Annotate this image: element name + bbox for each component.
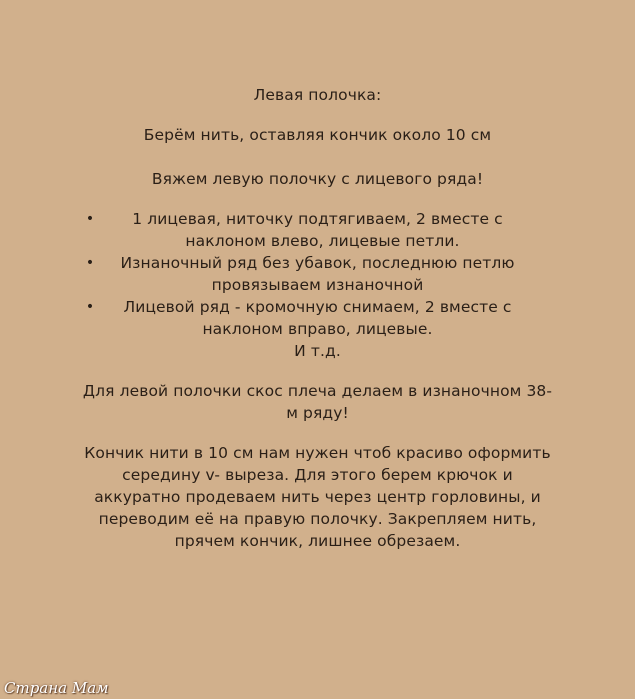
list-item-line: Лицевой ряд - кромочную снимаем, 2 вместе с — [123, 298, 512, 316]
list-item-line: наклоном вправо, лицевые. — [202, 320, 433, 338]
note-line: Для левой полочки скос плеча делаем в изнаночном 38- — [82, 382, 553, 400]
paragraph-yarn-tail: Берём нить, оставляя кончик около 10 см — [143, 126, 492, 144]
list-item-line: Изнаночный ряд без убавок, последнюю петлю — [120, 254, 515, 272]
paragraph-start-row: Вяжем левую полочку с лицевого ряда! — [151, 170, 484, 188]
paragraph-line: прячем кончик, лишнее обрезаем. — [174, 532, 461, 550]
paragraph-line: середину v- выреза. Для этого берем крючок и — [122, 466, 513, 484]
paragraph-line: переводим её на правую полочку. Закрепляем нить, — [98, 510, 537, 528]
list-item-line: 1 лицевая, ниточку подтягиваем, 2 вместе с — [132, 210, 503, 228]
section-heading: Левая полочка: — [253, 86, 382, 104]
list-item-line: наклоном влево, лицевые петли. — [185, 232, 460, 250]
paragraph-line: аккуратно продеваем нить через центр горловины, и — [94, 488, 541, 506]
bullet-icon: • — [85, 299, 95, 315]
paragraph-line: Кончик нити в 10 см нам нужен чтоб красиво оформить — [84, 444, 551, 462]
bullet-icon: • — [85, 255, 95, 271]
site-watermark: Страна Мам — [4, 679, 109, 697]
note-line: м ряду! — [286, 404, 349, 422]
etc-text: И т.д. — [294, 342, 341, 360]
list-item-line: провязываем изнаночной — [211, 276, 424, 294]
bullet-icon: • — [85, 211, 95, 227]
